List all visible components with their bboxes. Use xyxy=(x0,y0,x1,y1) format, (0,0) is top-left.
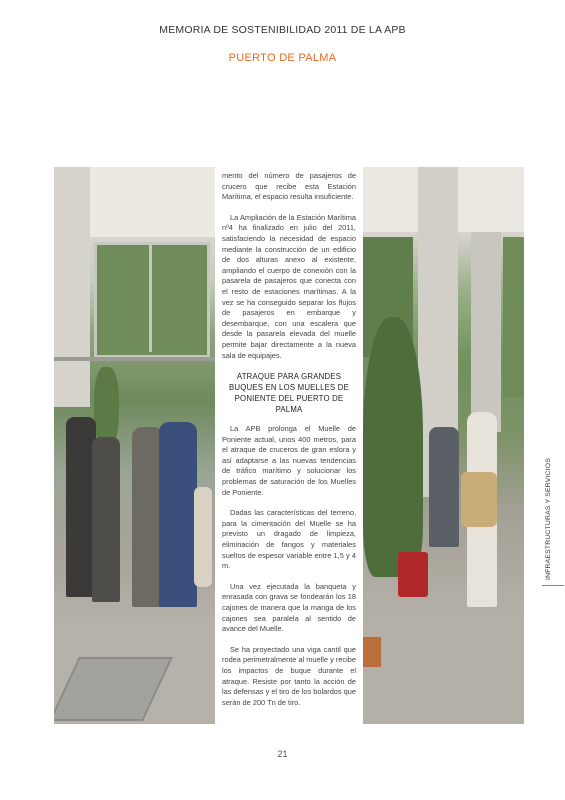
terminal-photo-left xyxy=(54,167,215,724)
paragraph: Se ha proyectado una viga cantil que rodea perimetralmente al muelle y recibe los impactos de buque durante el atraque. Resiste por tanto la acción de las defensas y el tiro de los bolardos que serán de 200 Tn de tiro. xyxy=(222,644,356,707)
section-side-label: INFRAESTRUCTURAS Y SERVICIOS xyxy=(545,458,552,580)
paragraph: La APB prolonga el Muelle de Poniente actual, unos 400 metros, para el atraque de cruceros de gran eslora y así adaptarse a las nuevas tendencias de tráfico marítimo y solucionar los problemas de saturación de los Muelles de Poniente. xyxy=(222,424,356,497)
paragraph: La Ampliación de la Estación Marítima nº4 ha finalizado en julio del 2011, satisfaciendo la necesidad de espacio mediante la construcción de un edificio de dos alturas anexo al existente, ampliando el cuerpo de conexión con la pasarela de pasajeros que conecta con el resto de estaciones marítimas. A la vez se ha conseguido separar los flujos de pasajeros en embarque y desembarque, con una escalera que desde la pasarela elevada del muelle permite bajar directamente a la nueva sala de equipajes. xyxy=(222,212,356,360)
page-number: 21 xyxy=(277,749,288,759)
article-column xyxy=(222,171,356,718)
paragraph: mento del número de pasajeros de crucero que recibe esta Estación Marítima, el espacio resulta insuficiente. xyxy=(222,171,356,202)
paragraph: Dadas las características del terreno, para la cimentación del Muelle se ha previsto un dragado de limpieza, eliminación de fangos y materiales sueltos de espesor variable entre 1,5 y 4 m. xyxy=(222,508,356,571)
side-label-rule xyxy=(542,585,564,586)
document-title: MEMORIA DE SOSTENIBILIDAD 2011 DE LA APB xyxy=(159,24,406,36)
document-subtitle: PUERTO DE PALMA xyxy=(228,52,337,64)
paragraph: Una vez ejecutada la banqueta y enrasada con grava se fondearán los 18 cajones de manera que la manga de los cajones sea paralela al sentido de avance del Muelle. xyxy=(222,581,356,634)
section-heading: ATRAQUE PARA GRANDES BUQUES EN LOS MUELLES DE PONIENTE DEL PUERTO DE PALMA xyxy=(228,372,350,415)
terminal-photo-right xyxy=(363,167,524,724)
